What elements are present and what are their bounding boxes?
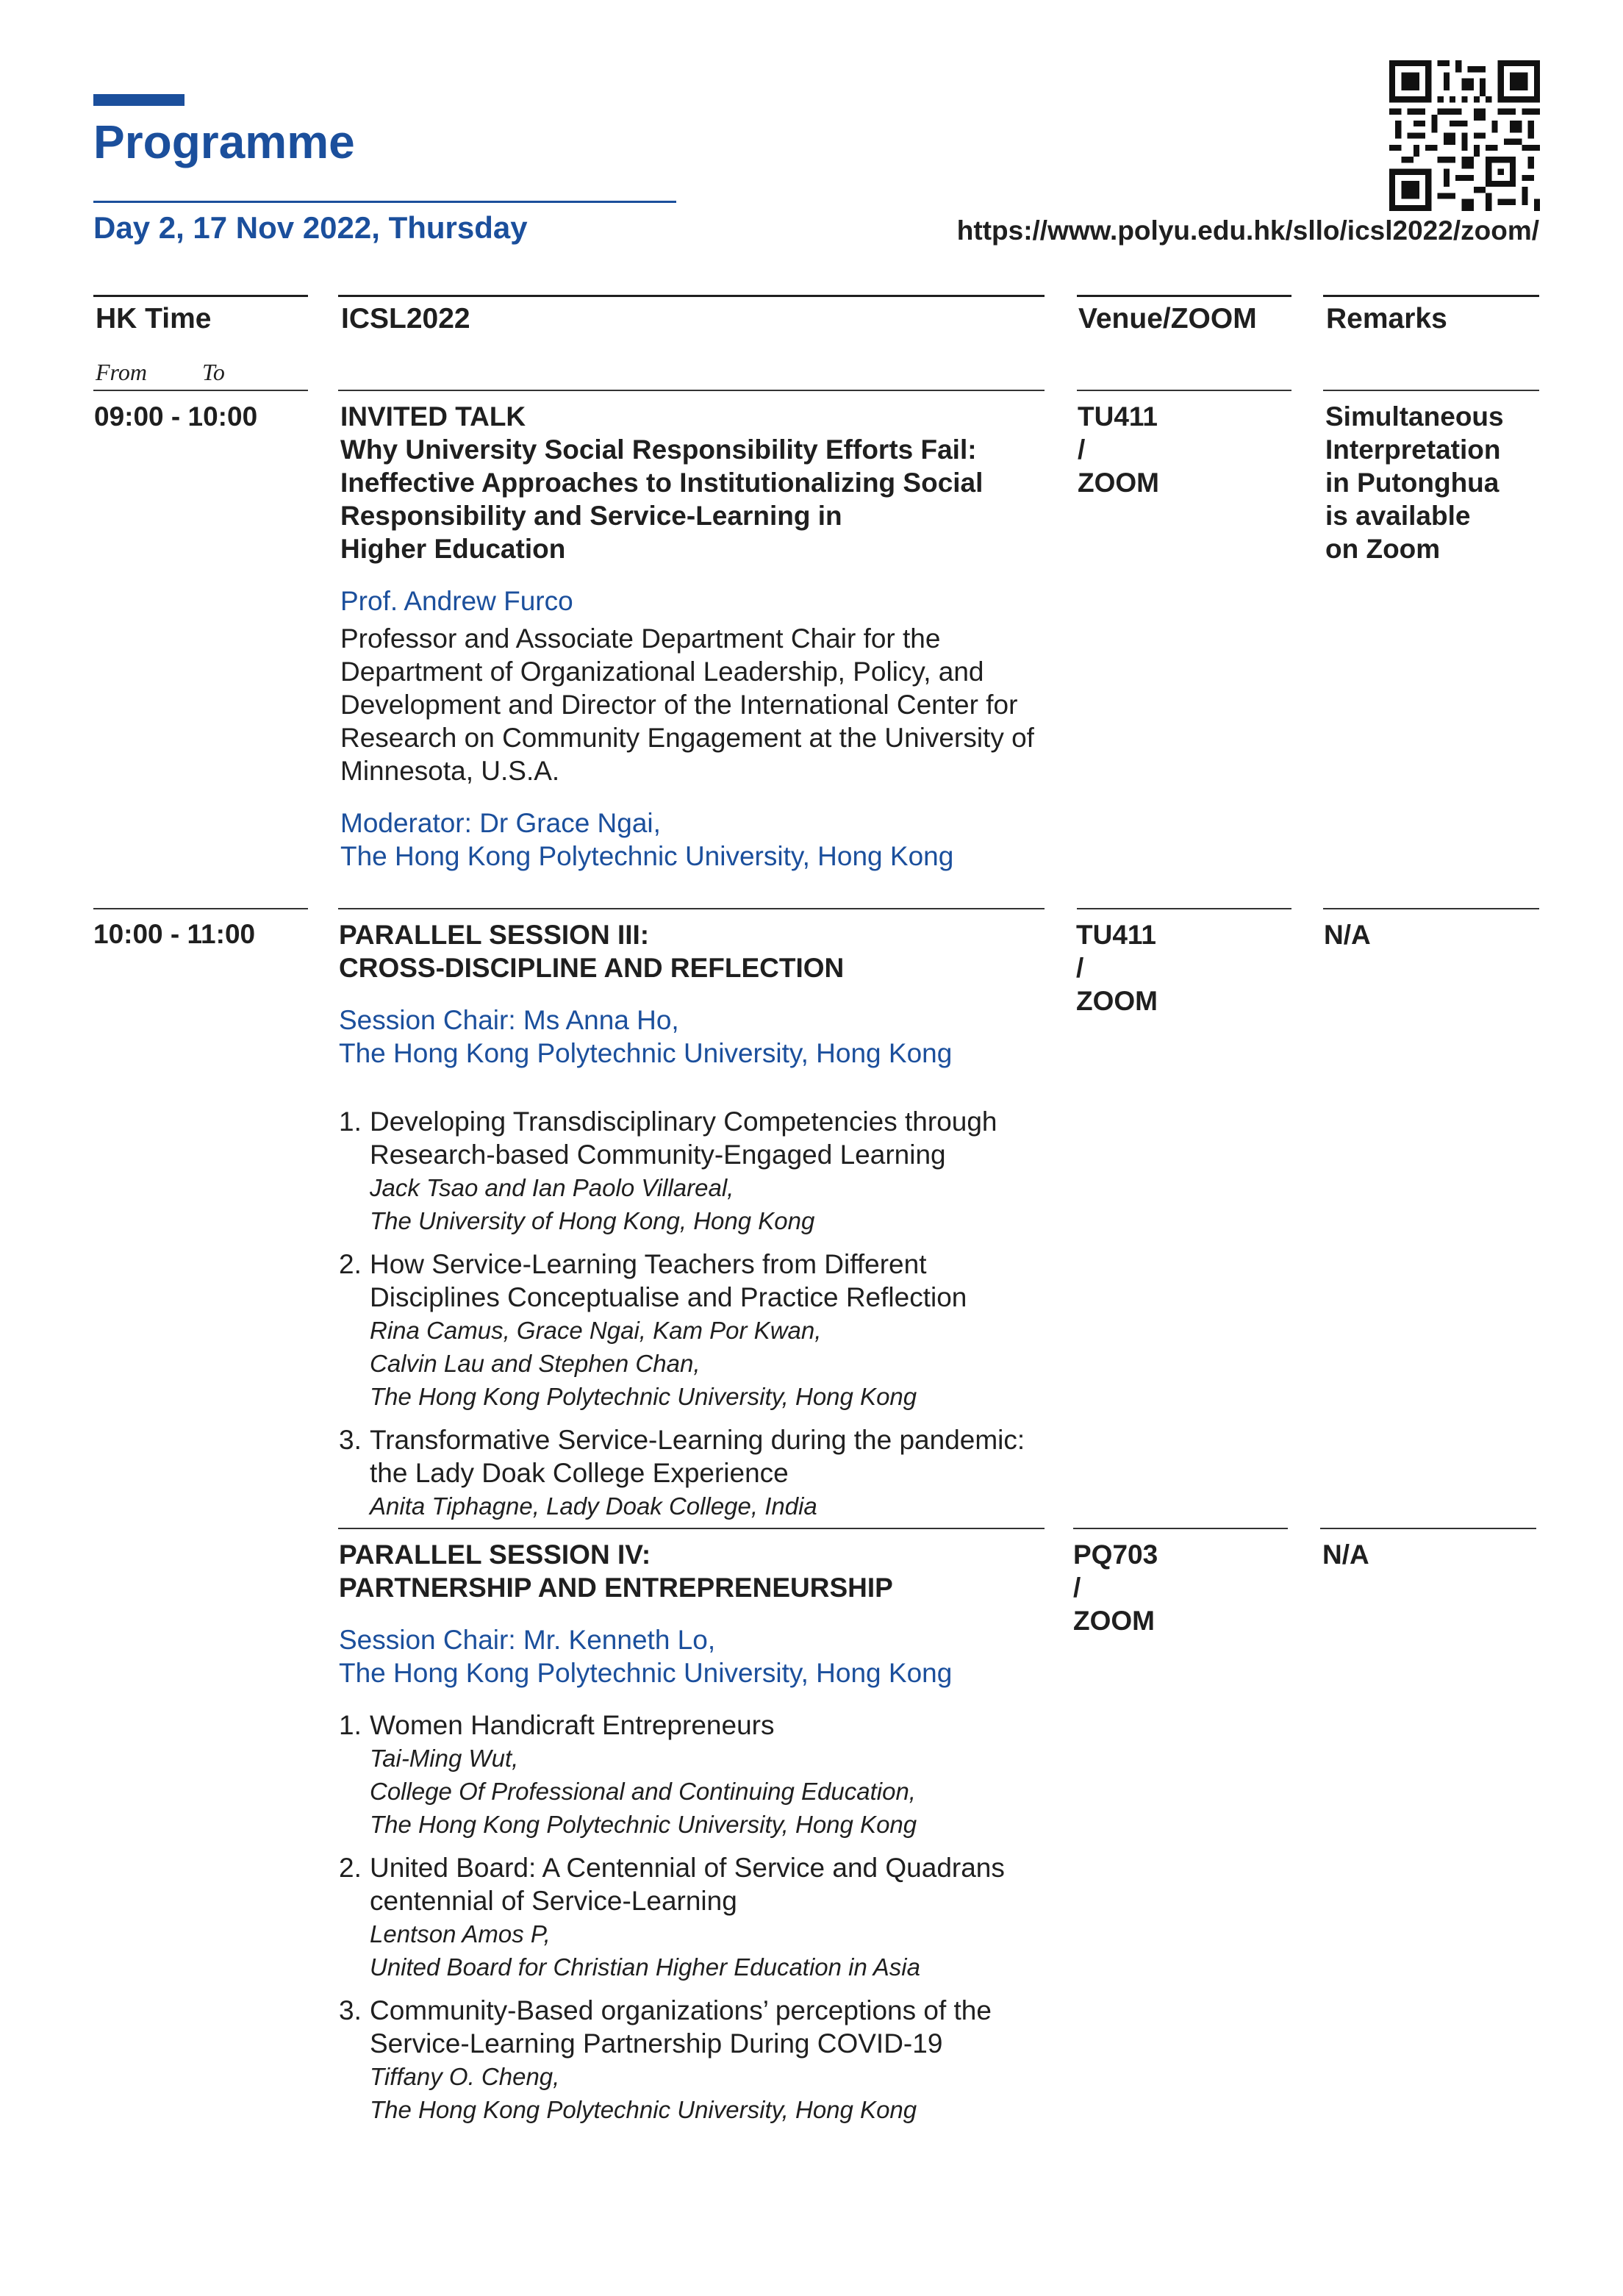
header-rule (1077, 295, 1291, 297)
row-rule (1323, 390, 1539, 391)
column-header-event: ICSL2022 (341, 303, 470, 335)
row-rule (93, 908, 308, 909)
talk-type: INVITED TALK (340, 401, 526, 432)
paper-number: 2. (339, 1249, 362, 1279)
row-rule (1077, 908, 1291, 909)
paper-number: 3. (339, 1995, 362, 2025)
row-rule (93, 390, 308, 391)
speaker-name: Prof. Andrew Furco (340, 586, 573, 616)
invited-talk-block (340, 400, 1046, 873)
header-rule (1323, 295, 1539, 297)
day-label: Day 2, 17 Nov 2022, Thursday (93, 210, 528, 245)
column-header-time: HK Time (96, 303, 212, 335)
speaker-bio: Professor and Associate Department Chair for the Department of Organizational Leadership, Policy, and Development and Director of the International Center for Research on Community Engagement at the University of Minnesota, U.S.A. (340, 623, 1034, 786)
remarks-cell: N/A (1322, 1539, 1369, 1570)
paper-number: 1. (339, 1710, 362, 1740)
row-rule (1320, 1528, 1536, 1529)
row-time: 09:00 - 10:00 (94, 401, 258, 432)
venue-cell: PQ703 / ZOOM (1073, 1539, 1158, 1636)
paper-item (339, 1105, 1045, 1237)
paper-title: Transformative Service-Learning during the pandemic: the Lady Doak College Experience (370, 1425, 1025, 1488)
session-title: PARALLEL SESSION III: CROSS-DISCIPLINE AND REFLECTION (339, 920, 845, 983)
session-block (339, 1538, 1045, 2136)
session-chair: Session Chair: Ms Anna Ho, The Hong Kong Polytechnic University, Hong Kong (339, 1005, 953, 1068)
accent-bar (93, 94, 184, 106)
row-rule (1323, 908, 1539, 909)
paper-item (339, 1423, 1045, 1523)
header-rule (338, 295, 1045, 297)
paper-authors: Rina Camus, Grace Ngai, Kam Por Kwan, Calvin Lau and Stephen Chan, The Hong Kong Polytechnic University, Hong Kong (370, 1317, 917, 1410)
paper-item (339, 1248, 1045, 1413)
zoom-link[interactable]: https://www.polyu.edu.hk/sllo/icsl2022/zoom/ (956, 215, 1539, 246)
column-header-remarks: Remarks (1326, 303, 1447, 335)
row-rule (1077, 390, 1291, 391)
from-label: From (96, 359, 147, 385)
row-rule (338, 908, 1045, 909)
paper-number: 1. (339, 1106, 362, 1137)
column-header-venue: Venue/ZOOM (1078, 303, 1257, 335)
session-chair: Session Chair: Mr. Kenneth Lo, The Hong Kong Polytechnic University, Hong Kong (339, 1625, 953, 1688)
paper-authors: Tai-Ming Wut, College Of Professional and Continuing Education, The Hong Kong Polytechnic University, Hong Kong (370, 1745, 917, 1838)
paper-item (339, 1709, 1045, 1841)
paper-title: Developing Transdisciplinary Competencies through Research-based Community-Engaged Learning (370, 1106, 997, 1170)
row-rule (338, 1528, 1045, 1529)
to-label: To (202, 359, 225, 385)
page-title: Programme (93, 115, 355, 168)
paper-authors: Anita Tiphagne, Lady Doak College, India (370, 1492, 817, 1520)
paper-item (339, 1851, 1045, 1984)
row-time: 10:00 - 11:00 (93, 919, 256, 949)
qr-code-icon[interactable] (1389, 60, 1540, 211)
paper-title: How Service-Learning Teachers from Different Disciplines Conceptualise and Practice Reflection (370, 1249, 967, 1312)
header-rule (93, 295, 308, 297)
remarks-cell: N/A (1324, 920, 1371, 950)
venue-cell: TU411 / ZOOM (1078, 401, 1159, 498)
paper-number: 3. (339, 1425, 362, 1455)
paper-title: Community-Based organizations’ perceptions of the Service-Learning Partnership During COVID-19 (370, 1995, 992, 2059)
session-block (339, 918, 1045, 1533)
paper-item (339, 1994, 1045, 2126)
talk-title: Why University Social Responsibility Efforts Fail: Ineffective Approaches to Institutionalizing Social Responsibility and Service-Learning in Higher Education (340, 434, 984, 564)
paper-title: Women Handicraft Entrepreneurs (370, 1710, 775, 1740)
paper-title: United Board: A Centennial of Service and Quadrans centennial of Service-Learning (370, 1853, 1005, 1916)
from-to-labels (96, 359, 225, 386)
session-title: PARALLEL SESSION IV: PARTNERSHIP AND ENTREPRENEURSHIP (339, 1539, 893, 1603)
paper-authors: Lentson Amos P, United Board for Christian Higher Education in Asia (370, 1920, 920, 1981)
paper-authors: Jack Tsao and Ian Paolo Villareal, The University of Hong Kong, Hong Kong (370, 1174, 815, 1234)
paper-authors: Tiffany O. Cheng, The Hong Kong Polytechnic University, Hong Kong (370, 2063, 917, 2123)
title-rule (93, 201, 676, 203)
row-rule (1073, 1528, 1288, 1529)
paper-number: 2. (339, 1853, 362, 1883)
venue-cell: TU411 / ZOOM (1076, 920, 1158, 1016)
row-rule (338, 390, 1045, 391)
moderator: Moderator: Dr Grace Ngai, The Hong Kong Polytechnic University, Hong Kong (340, 808, 954, 871)
remarks-cell: Simultaneous Interpretation in Putonghua is available on Zoom (1325, 401, 1504, 564)
